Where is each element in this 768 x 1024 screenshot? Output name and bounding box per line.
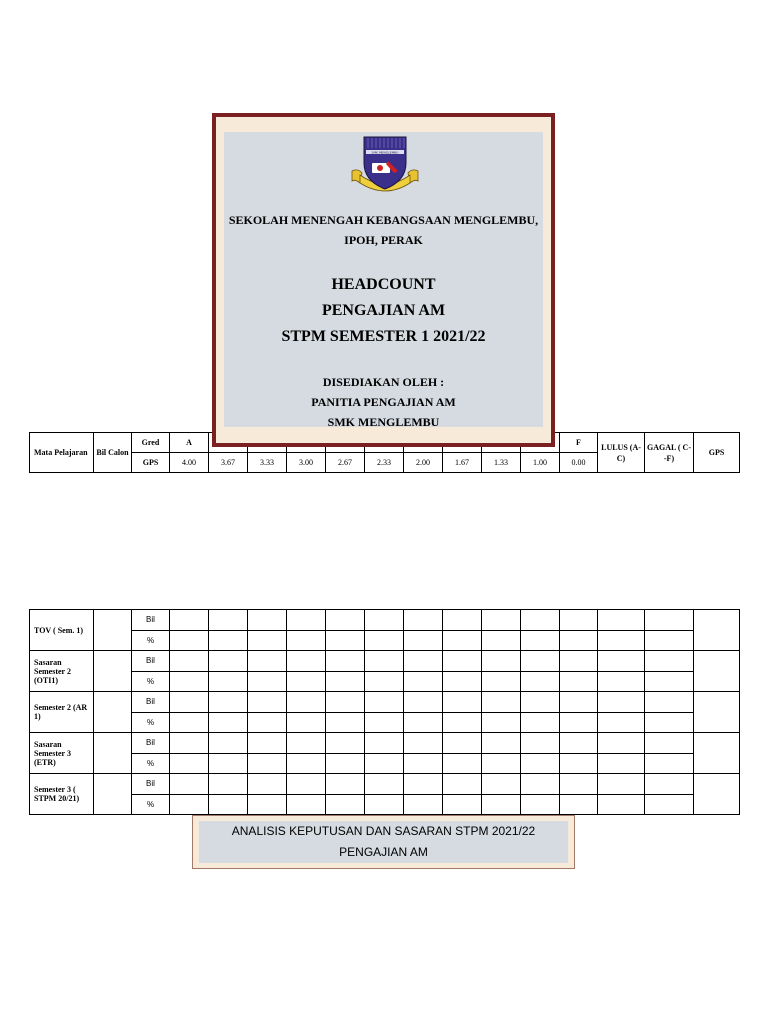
table-cell: [645, 794, 694, 815]
table-cell: [209, 630, 248, 651]
table-cell: [560, 774, 598, 795]
table-cell: [248, 692, 287, 713]
footer-line1: ANALISIS KEPUTUSAN DAN SASARAN STPM 2021/22: [231, 824, 536, 838]
table-cell: [326, 630, 365, 651]
table-cell: [209, 774, 248, 795]
row-label: TOV ( Sem. 1): [30, 610, 94, 651]
table-cell: [443, 794, 482, 815]
table-cell: [287, 692, 326, 713]
table-cell: [209, 733, 248, 754]
table-cell: [170, 671, 209, 692]
prepared-by-line2: SMK MENGLEMBU: [327, 415, 440, 429]
table-cell: [326, 692, 365, 713]
table-cell: [326, 712, 365, 733]
table-row: [30, 630, 740, 651]
table-cell: [598, 712, 645, 733]
table-cell: [482, 651, 521, 672]
table-cell: [443, 774, 482, 795]
table-cell: [248, 630, 287, 651]
table-cell: [287, 712, 326, 733]
grade-row-label: Gred: [132, 433, 170, 453]
unit-count-label: Bil: [132, 651, 170, 672]
table-cell: [404, 774, 443, 795]
grade-cell: A: [170, 433, 209, 453]
table-cell: [521, 712, 560, 733]
gps-row-label: GPS: [132, 453, 170, 473]
row-label: Sasaran Semester 2 (OTI1): [30, 651, 94, 692]
row-label: Semester 3 ( STPM 20/21): [30, 774, 94, 815]
table-cell: [209, 692, 248, 713]
gps-cell: [694, 651, 740, 692]
table-cell: [443, 692, 482, 713]
gps-value: 2.00: [404, 453, 443, 473]
table-cell: [645, 671, 694, 692]
table-cell: [521, 753, 560, 774]
gps-value: 3.67: [209, 453, 248, 473]
table-cell: [287, 610, 326, 631]
unit-percent-label: %: [132, 753, 170, 774]
gps-value: 2.67: [326, 453, 365, 473]
table-cell: [645, 610, 694, 631]
table-cell: [404, 733, 443, 754]
table-cell: [170, 774, 209, 795]
table-cell: [645, 692, 694, 713]
unit-percent-label: %: [132, 712, 170, 733]
gps-cell: [694, 774, 740, 815]
table-cell: [365, 794, 404, 815]
table-cell: [521, 692, 560, 713]
candidates-header: Bil Calon: [94, 433, 132, 473]
table-cell: [365, 733, 404, 754]
table-cell: [326, 651, 365, 672]
table-cell: [645, 774, 694, 795]
table-cell: [365, 610, 404, 631]
table-cell: [521, 774, 560, 795]
table-cell: [443, 733, 482, 754]
table-cell: [326, 774, 365, 795]
table-cell: [443, 671, 482, 692]
table-cell: [560, 712, 598, 733]
table-cell: [404, 610, 443, 631]
row-label: Semester 2 (AR 1): [30, 692, 94, 733]
table-cell: [248, 753, 287, 774]
table-cell: [326, 671, 365, 692]
prepared-label: DISEDIAKAN OLEH :: [322, 375, 445, 389]
table-cell: [598, 794, 645, 815]
table-cell: [365, 651, 404, 672]
table-cell: [170, 610, 209, 631]
candidates-cell: [94, 651, 132, 692]
table-cell: [598, 671, 645, 692]
title-line2: PENGAJIAN AM: [321, 302, 446, 319]
table-cell: [521, 610, 560, 631]
table-cell: [560, 651, 598, 672]
table-cell: [482, 712, 521, 733]
table-cell: [521, 671, 560, 692]
table-cell: [482, 794, 521, 815]
table-cell: [443, 610, 482, 631]
table-cell: [287, 794, 326, 815]
table-cell: [482, 630, 521, 651]
table-cell: [170, 651, 209, 672]
table-cell: [326, 794, 365, 815]
footer-panel: [199, 821, 568, 863]
table-cell: [287, 671, 326, 692]
table-row: [30, 671, 740, 692]
table-cell: [365, 712, 404, 733]
table-cell: [365, 630, 404, 651]
table-cell: [598, 733, 645, 754]
table-cell: [326, 733, 365, 754]
gps-value: 1.67: [443, 453, 482, 473]
table-cell: [209, 712, 248, 733]
table-row: [30, 733, 740, 754]
table-cell: [645, 651, 694, 672]
table-cell: [482, 610, 521, 631]
table-cell: [365, 774, 404, 795]
table-cell: [404, 630, 443, 651]
table-cell: [645, 712, 694, 733]
gps-value: 0.00: [560, 453, 598, 473]
table-cell: [404, 671, 443, 692]
gps-value: 2.33: [365, 453, 404, 473]
document-title: [224, 272, 543, 350]
table-cell: [209, 610, 248, 631]
unit-percent-label: %: [132, 630, 170, 651]
table-row: [30, 774, 740, 795]
table-cell: [170, 630, 209, 651]
candidates-cell: [94, 692, 132, 733]
table-cell: [521, 794, 560, 815]
footer-caption-box: [192, 815, 575, 869]
school-name-line1: SEKOLAH MENENGAH KEBANGSAAN MENGLEMBU,: [228, 213, 539, 227]
table-cell: [645, 753, 694, 774]
table-cell: [326, 753, 365, 774]
unit-count-label: Bil: [132, 610, 170, 631]
table-cell: [645, 733, 694, 754]
table-cell: [248, 794, 287, 815]
unit-count-label: Bil: [132, 692, 170, 713]
table-cell: [404, 692, 443, 713]
table-cell: [209, 671, 248, 692]
table-cell: [521, 733, 560, 754]
table-cell: [598, 630, 645, 651]
cover-panel: [224, 132, 543, 427]
gps-value: 4.00: [170, 453, 209, 473]
prepared-by: [224, 372, 543, 432]
table-cell: [645, 630, 694, 651]
unit-percent-label: %: [132, 671, 170, 692]
school-crest-logo: [350, 135, 420, 197]
table-cell: [287, 651, 326, 672]
table-row: [30, 692, 740, 713]
table-cell: [560, 610, 598, 631]
table-row: [30, 753, 740, 774]
table-cell: [560, 794, 598, 815]
table-cell: [248, 712, 287, 733]
table-cell: [482, 671, 521, 692]
school-name: [224, 210, 543, 250]
unit-percent-label: %: [132, 794, 170, 815]
table-cell: [404, 794, 443, 815]
table-cell: [482, 733, 521, 754]
table-cell: [248, 774, 287, 795]
gps-value: 1.00: [521, 453, 560, 473]
table-cell: [482, 774, 521, 795]
results-table: [29, 609, 740, 815]
table-cell: [209, 794, 248, 815]
gps-header: GPS: [694, 433, 740, 473]
table-cell: [482, 692, 521, 713]
cover-frame: [212, 113, 555, 447]
candidates-cell: [94, 774, 132, 815]
table-cell: [170, 753, 209, 774]
table-cell: [598, 774, 645, 795]
footer-line2: PENGAJIAN AM: [339, 845, 428, 859]
table-cell: [365, 692, 404, 713]
table-cell: [560, 630, 598, 651]
unit-count-label: Bil: [132, 774, 170, 795]
table-cell: [443, 630, 482, 651]
table-cell: [598, 692, 645, 713]
table-cell: [209, 651, 248, 672]
table-cell: [598, 651, 645, 672]
table-cell: [287, 630, 326, 651]
table-cell: [598, 610, 645, 631]
table-cell: [560, 753, 598, 774]
fail-header: GAGAL ( C- -F): [645, 433, 694, 473]
table-cell: [521, 630, 560, 651]
table-cell: [404, 712, 443, 733]
unit-count-label: Bil: [132, 733, 170, 754]
gps-value: 3.00: [287, 453, 326, 473]
gps-cell: [694, 610, 740, 651]
table-cell: [365, 753, 404, 774]
table-cell: [443, 753, 482, 774]
table-cell: [326, 610, 365, 631]
table-cell: [209, 753, 248, 774]
table-cell: [598, 753, 645, 774]
table-cell: [560, 733, 598, 754]
table-cell: [521, 651, 560, 672]
table-cell: [287, 733, 326, 754]
table-cell: [248, 610, 287, 631]
candidates-cell: [94, 610, 132, 651]
table-row: [30, 610, 740, 631]
table-cell: [560, 692, 598, 713]
title-line3: STPM SEMESTER 1 2021/22: [281, 328, 486, 345]
table-cell: [482, 753, 521, 774]
cover-border: [216, 117, 551, 443]
school-name-line2: IPOH, PERAK: [344, 233, 423, 247]
table-cell: [404, 651, 443, 672]
table-cell: [170, 794, 209, 815]
table-cell: [248, 651, 287, 672]
gps-value: 3.33: [248, 453, 287, 473]
table-cell: [365, 671, 404, 692]
gps-value: 1.33: [482, 453, 521, 473]
candidates-cell: [94, 733, 132, 774]
row-label: Sasaran Semester 3 (ETR): [30, 733, 94, 774]
gps-cell: [694, 733, 740, 774]
table-row: [30, 651, 740, 672]
table-cell: [248, 733, 287, 754]
table-cell: [560, 671, 598, 692]
table-cell: [170, 712, 209, 733]
table-cell: [170, 692, 209, 713]
table-cell: [287, 774, 326, 795]
table-cell: [443, 651, 482, 672]
table-cell: [248, 671, 287, 692]
table-cell: [443, 712, 482, 733]
table-row: [30, 794, 740, 815]
crest-text: SMK MENGLEMBU: [371, 150, 399, 155]
title-line1: HEADCOUNT: [331, 276, 436, 293]
table-cell: [170, 733, 209, 754]
pass-header: LULUS (A-C): [598, 433, 645, 473]
table-row: [30, 712, 740, 733]
gps-cell: [694, 692, 740, 733]
subject-header: Mata Pelajaran: [30, 433, 94, 473]
grade-cell: F: [560, 433, 598, 453]
prepared-by-line1: PANITIA PENGAJIAN AM: [311, 395, 456, 409]
table-cell: [287, 753, 326, 774]
table-cell: [404, 753, 443, 774]
